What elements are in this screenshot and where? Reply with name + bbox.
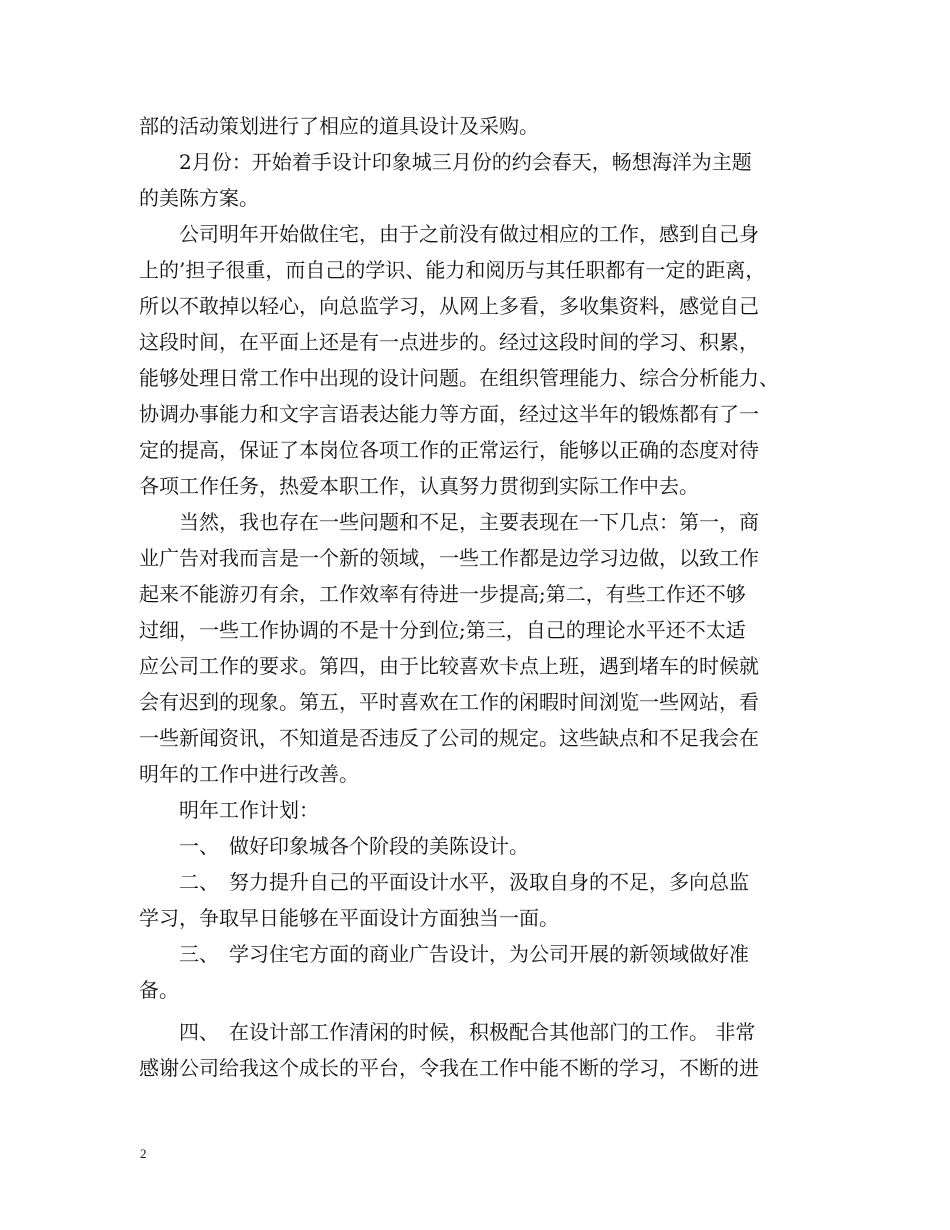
text-line: 上的’担子很重，而自己的学识、能力和阅历与其任职都有一定的距离， [139,258,766,282]
text-line: 起来不能游刃有余，工作效率有待进一步提高;第二，有些工作还不够 [139,582,746,606]
text-line: 公司明年开始做住宅，由于之前没有做过相应的工作，感到自己身 [139,222,759,246]
text-line: 业广告对我而言是一个新的领域，一些工作都是边学习边做，以致工作 [139,546,759,570]
text-line: 当然，我也存在一些问题和不足，主要表现在一下几点：第一，商 [139,510,759,534]
text-line: 明年的工作中进行改善。 [139,762,359,786]
text-line: 感谢公司给我这个成长的平台，令我在工作中能不断的学习，不断的进 [139,1056,759,1080]
text-line: 2月份：开始着手设计印象城三月份的约会春天，畅想海洋为主题 [139,150,752,174]
text-line: 学习，争取早日能够在平面设计方面独当一面。 [139,906,559,930]
text-line: 三、 学习住宅方面的商业广告设计，为公司开展的新领域做好准 [139,942,749,966]
text-line: 一、 做好印象城各个阶段的美陈设计。 [139,834,529,858]
text-line: 一些新闻资讯，不知道是否违反了公司的规定。这些缺点和不足我会在 [139,726,759,750]
text-line: 各项工作任务，热爱本职工作，认真努力贯彻到实际工作中去。 [139,474,699,498]
text-line: 能够处理日常工作中出现的设计问题。在组织管理能力、综合分析能力、 [139,366,779,390]
text-line: 明年工作计划： [139,798,319,822]
text-line: 部的活动策划进行了相应的道具设计及采购。 [139,114,539,138]
text-line: 四、 在设计部工作清闲的时候，积极配合其他部门的工作。 非常 [139,1020,756,1044]
text-line: 定的提高，保证了本岗位各项工作的正常运行，能够以正确的态度对待 [139,438,759,462]
text-line: 协调办事能力和文字言语表达能力等方面，经过这半年的锻炼都有了一 [139,402,759,426]
text-line: 二、 努力提升自己的平面设计水平，汲取自身的不足，多向总监 [139,870,749,894]
text-line: 的美陈方案。 [139,186,259,210]
text-line: 这段时间，在平面上还是有一点进步的。经过这段时间的学习、积累， [139,330,759,354]
text-line: 过细，一些工作协调的不是十分到位;第三，自己的理论水平还不太适 [139,618,746,642]
body-text [139,108,829,1086]
text-line: 所以不敢掉以轻心，向总监学习，从网上多看，多收集资料，感觉自己 [139,294,759,318]
text-line: 应公司工作的要求。第四，由于比较喜欢卡点上班，遇到堵车的时候就 [139,654,759,678]
page-number: 2 [140,1146,147,1161]
text-line: 会有迟到的现象。第五，平时喜欢在工作的闲暇时间浏览一些网站，看 [139,690,759,714]
text-line: 备。 [139,978,179,1002]
